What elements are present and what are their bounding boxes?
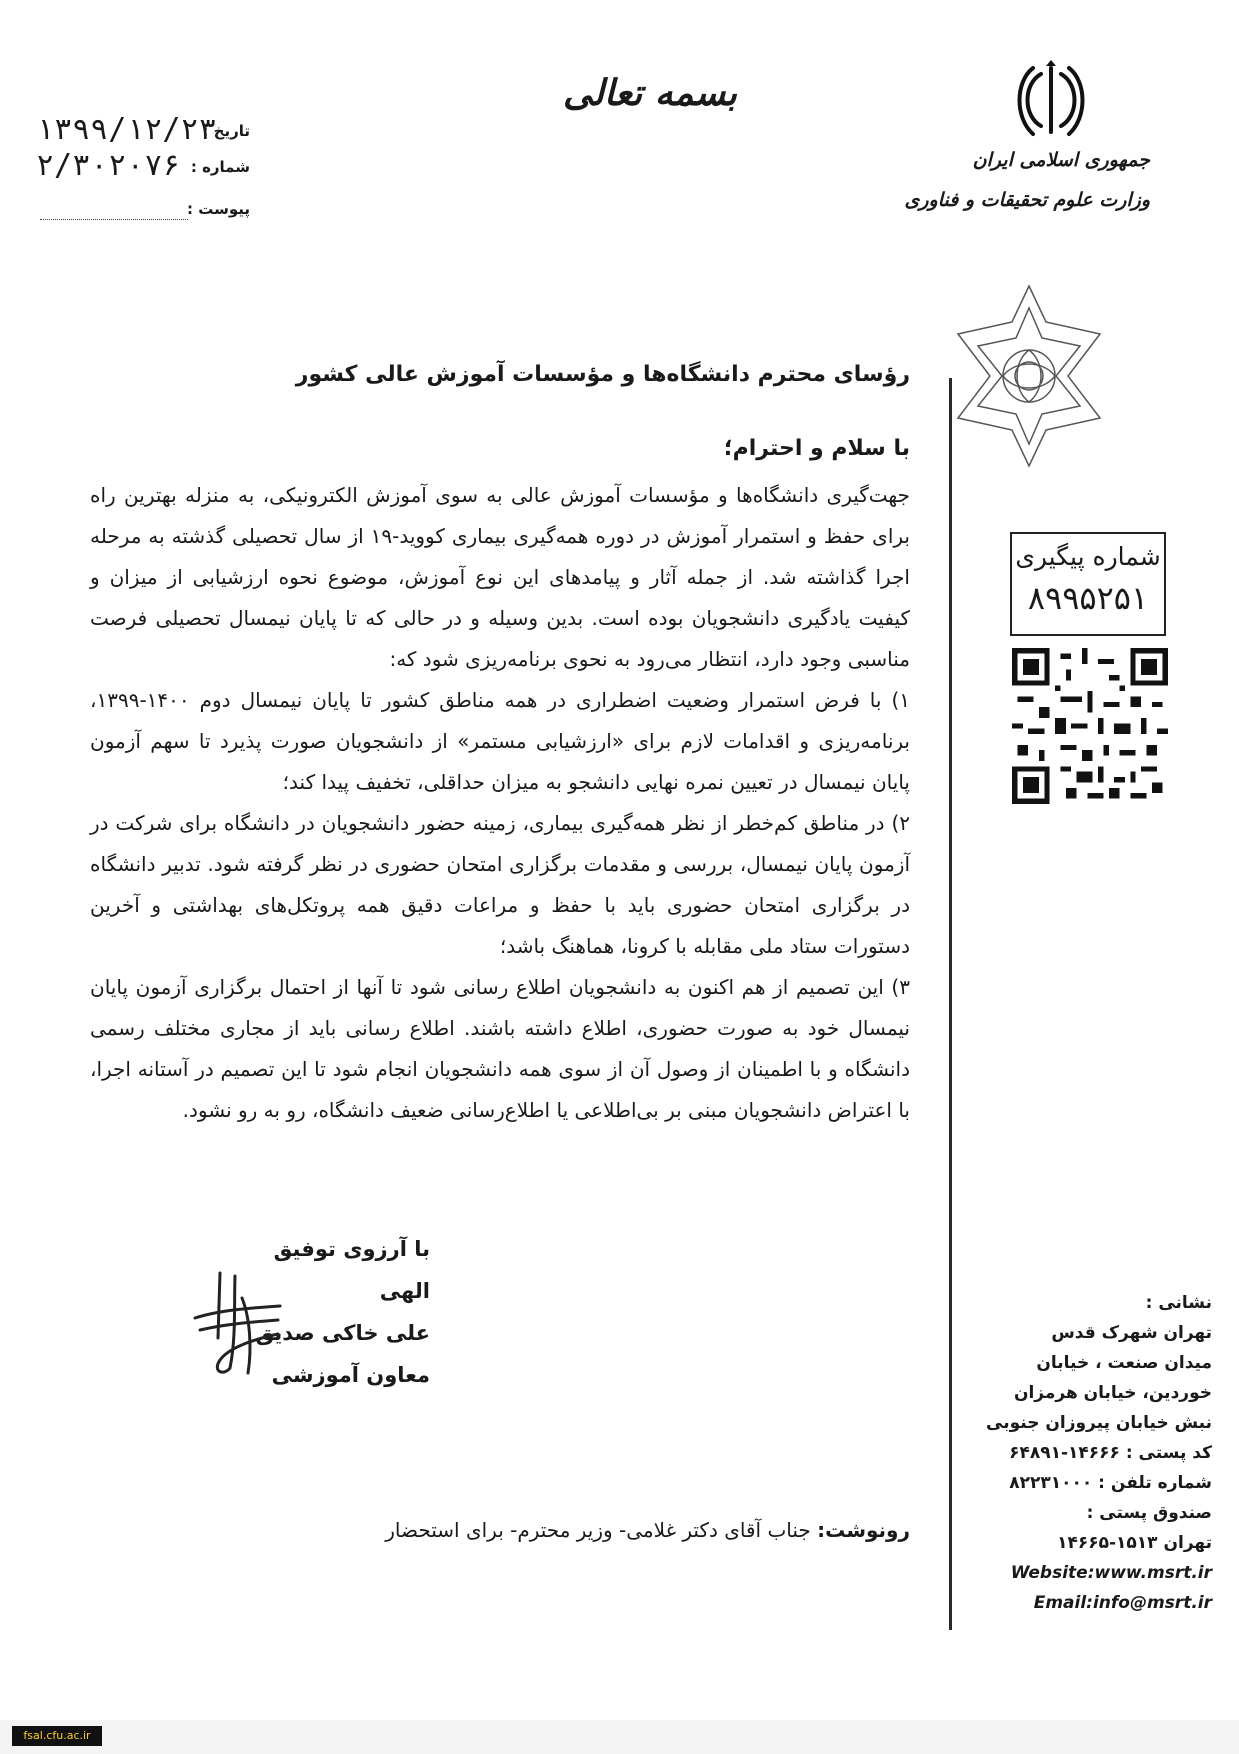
address-block [980, 1288, 1212, 1618]
pobox-label: صندوق پستی : [1086, 1503, 1212, 1523]
website-link[interactable]: Website:www.msrt.ir [1010, 1563, 1212, 1583]
number-label: شماره : [190, 158, 250, 176]
item-2-paragraph: ۲) در مناطق کم‌خطر از نظر همه‌گیری بیماری، زمینه حضور دانشجویان در دانشگاه برای شرکت در آزمون پایان نیمسال، بررسی و مقدمات برگزاری امتحان حضوری در نظر گرفته شود. تدبیر دانشگاه در برگزاری امتحان حضوری باید با حفظ و مراعات دقیق همه پروتکل‌های بهداشتی و آخرین دستورات ستاد ملی مقابله با کرونا، هماهنگ باشد؛ [90, 811, 910, 958]
decorative-ornament-icon [950, 282, 1108, 470]
iran-emblem-icon [1013, 60, 1089, 140]
number-value: ۲/۳۰۲۰۷۶ [36, 148, 181, 183]
address-line-3: خوردین، خیابان هرمزان [1013, 1383, 1212, 1403]
tracking-number: ۸۹۹۵۲۵۱ [1027, 579, 1149, 617]
number-row [30, 148, 250, 186]
pobox-value: تهران ۱۵۱۳-۱۴۶۶۵ [1057, 1533, 1212, 1553]
postal-code: کد پستی : ۱۴۶۶۶-۶۴۸۹۱ [1009, 1443, 1212, 1463]
qr-code-icon [1012, 648, 1168, 804]
cc-line [360, 1518, 910, 1542]
greeting-line: با سلام و احترام؛ [723, 436, 910, 461]
attachment-row [30, 190, 250, 228]
address-label: نشانی : [1145, 1293, 1212, 1313]
date-label: تاریخ : [202, 122, 250, 140]
letter-body [90, 475, 910, 1131]
intro-paragraph: جهت‌گیری دانشگاه‌ها و مؤسسات آموزش عالی به سوی آموزش الکترونیکی، به منزله بهترین راه برای حفظ و استمرار آموزش در دوره همه‌گیری بیماری کووید-۱۹ از سال تحصیلی گذشته به مرحله اجرا گذاشته شد. از جمله آثار و پیامدهای این نوع آموزش، موضوع نحوه ارزشیابی از میزان و کیفیت یادگیری دانشجویان بوده است. بدین وسیله و در حالی که تا پایان نیمسال تحصیلی فرصت مناسبی وجود دارد، انتظار می‌رود به نحوی برنامه‌ریزی شود که: [90, 483, 910, 671]
item-3-paragraph: ۳) این تصمیم از هم اکنون به دانشجویان اطلاع رسانی شود تا آنها از احتمال برگزاری آزمون پایان نیمسال خود به صورت حضوری، اطلاع داشته باشند. اطلاع رسانی باید از مجاری مختلف رسمی دانشگاه و با اطمینان از وصول آن از سوی همه دانشجویان انجام شود تا این تصمیم در آستانه اجرا، با اعتراض دانشجویان مبنی بر بی‌اطلاعی یا اطلاع‌رسانی ضعیف دانشگاه، رو به رو نشود. [90, 975, 910, 1122]
date-value: ۱۳۹۹/۱۲/۲۳ [36, 112, 217, 147]
source-watermark-link[interactable]: fsal.cfu.ac.ir [12, 1726, 102, 1746]
cc-label: رونوشت: [817, 1518, 910, 1542]
tracking-label: شماره پیگیری [1015, 542, 1161, 571]
bismillah-heading: بسمه تعالی [562, 72, 738, 114]
email-link[interactable]: Email:info@msrt.ir [1033, 1593, 1212, 1613]
recipient-line: رؤسای محترم دانشگاه‌ها و مؤسسات آموزش عالی کشور [295, 362, 910, 387]
ministry-header [900, 140, 1150, 220]
address-line-2: میدان صنعت ، خیابان [1036, 1353, 1212, 1373]
address-line-1: تهران شهرک قدس [1051, 1323, 1212, 1343]
handwritten-signature-icon [190, 1268, 285, 1378]
ministry-country: جمهوری اسلامی ایران [972, 149, 1150, 171]
vertical-divider [949, 378, 952, 1630]
cc-text: جناب آقای دکتر غلامی- وزیر محترم- برای استحضار [385, 1518, 818, 1542]
signature-name: علی خاکی صدیق [255, 1321, 430, 1345]
attachment-label: پیوست : [186, 200, 250, 218]
phone-number: شماره تلفن : ۸۲۲۳۱۰۰۰ [1009, 1473, 1212, 1493]
ministry-name: وزارت علوم تحقیقات و فناوری [904, 189, 1150, 211]
item-1-paragraph: ۱) با فرض استمرار وضعیت اضطراری در همه مناطق کشور تا پایان نیمسال دوم ۱۴۰۰-۱۳۹۹، برنامه‌ریزی و اقدامات لازم برای «ارزشیابی مستمر» از دانشجویان صورت پذیرد تا سهم آزمون پایان نیمسال در تعیین نمره نهایی دانشجو به میزان حداقلی، تخفیف پیدا کند؛ [90, 688, 910, 794]
address-line-4: نبش خیابان پیروزان جنوبی [986, 1413, 1212, 1433]
date-row [30, 112, 250, 150]
tracking-box [1010, 532, 1166, 636]
signature-closing: با آرزوی توفیق الهی [273, 1237, 430, 1303]
signature-title: معاون آموزشی [271, 1363, 430, 1387]
footer-bar [0, 1720, 1239, 1754]
attachment-dotted-line [40, 219, 188, 220]
